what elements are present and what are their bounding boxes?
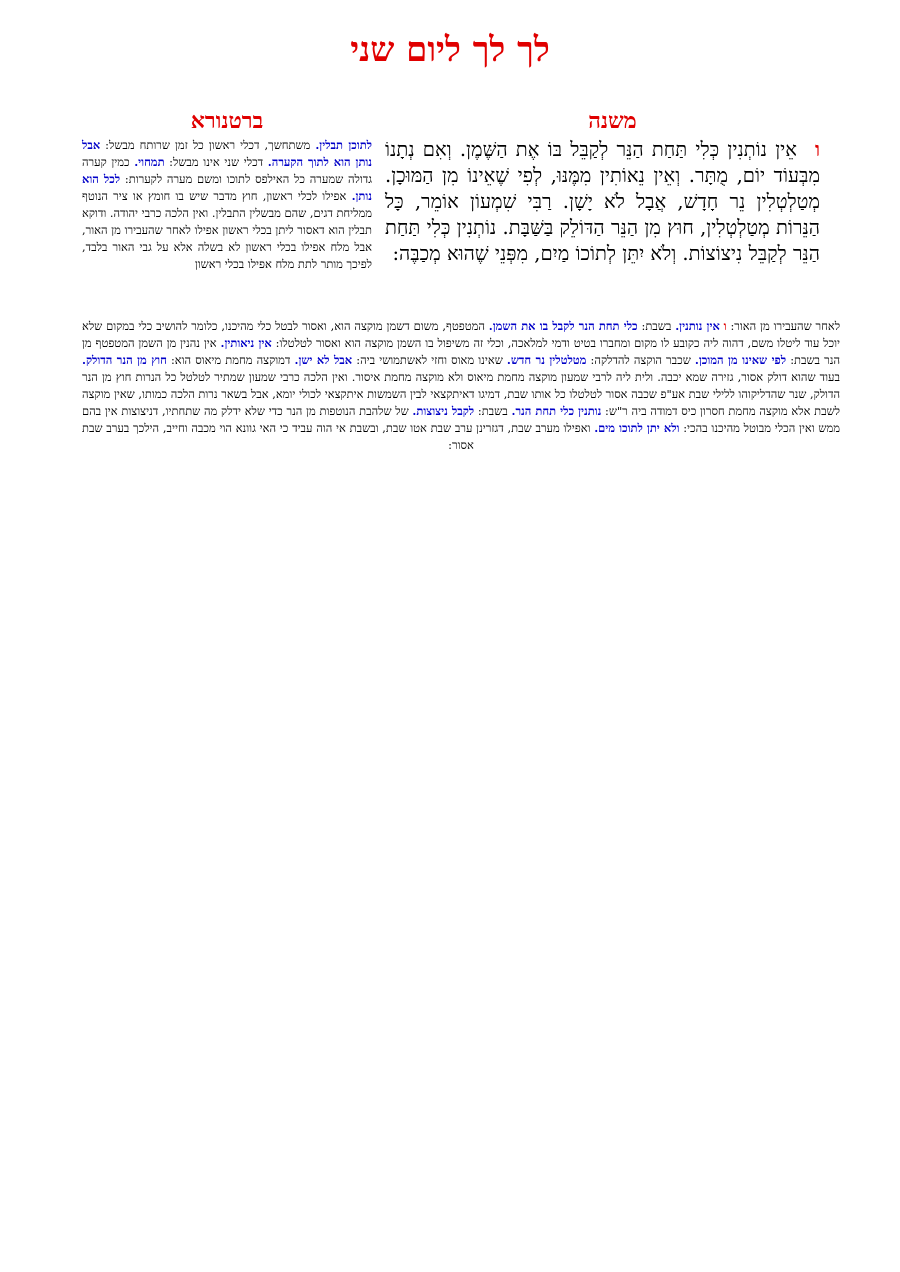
dibbur-hamatchil: ולא יתן לתוכו מים. [594, 421, 680, 435]
commentary-text: שכבר הוקצה להדלקה: [586, 353, 695, 367]
mishna-text-block [385, 137, 820, 267]
dibbur-hamatchil: אין נותנין. [675, 319, 720, 333]
commentary-text: לאחר שהעבירו מן האור: [726, 319, 841, 333]
dibbur-hamatchil: אבל נותן הוא לתוך הקערה. [82, 138, 373, 169]
dibbur-hamatchil: כלי תחת הנר לקבל בו את השמן. [488, 319, 638, 333]
commentary-text: כמין קערה גדולה שמערה כל האילפס לתוכו ומשם מערה לקערות: [82, 155, 372, 186]
mishna-heading: משנה [588, 108, 637, 134]
bartenura-full-width [82, 318, 840, 454]
dibbur-hamatchil: מטלטלין נר חדש. [506, 353, 587, 367]
dibbur-hamatchil: לכל הוא נותן. [82, 172, 372, 203]
commentary-text: המטפטף, משום דשמן מוקצה הוא, ואסור לבטל כלי מהיכנו, כלומר להושיב כלי במקום שלא יוכל עוד ליטלו משם, דהוה ליה כקובע לו מקום ומחברו בטיט ודמי למלאכה, וכלי זה משיפול בו השמן מוקצה הוא ואסור לטלטלו: [82, 319, 840, 350]
commentary-text: שאינו מאוס וחזי לאשתמושי ביה: [352, 353, 507, 367]
commentary-text: בשבת: [637, 319, 676, 333]
commentary-text: דמוקצה מחמת מיאוס הוא: [166, 353, 295, 367]
dibbur-hamatchil: לקבל ניצוצות. [412, 404, 475, 418]
commentary-text: משתחשך, דכלי ראשון כל זמן שרותח מבשל: [100, 138, 316, 152]
dibbur-hamatchil: אבל לא ישן. [294, 353, 353, 367]
commentary-text: ואפילו מערב שבת, דגזרינן ערב שבת אטו שבת, ובשבת אי הוה עביד כי האי גוונא הוי מכבה וחייב, הילכך בערב שבת אסור: [82, 421, 595, 452]
dibbur-hamatchil: אין ניאותין. [220, 336, 272, 350]
bartenura-side-column [82, 137, 372, 273]
mishna-number: ו [815, 138, 820, 161]
dibbur-hamatchil: נותנין כלי תחת הנר. [511, 404, 602, 418]
dibbur-hamatchil: חוץ מן הנר הדולק. [82, 353, 167, 367]
dibbur-hamatchil: לתוכן תבלין. [315, 138, 373, 152]
commentary-text: של שלהבת הנוטפות מן הנר כדי שלא ידלק מה שתחתיו, דניצוצות אין בהם ממש ואין הכלי מבוטל מהיכנו בהכי: [82, 404, 840, 435]
dibbur-hamatchil: תמחוי. [134, 155, 165, 169]
mishna-text: אֵין נוֹתְנִין כְּלִי תַּחַת הַנֵּר לְקַבֵּל בּוֹ אֶת הַשֶּׁמֶן. וְאִם נְתָנוֹ מִבְּעוֹד יוֹם, מֻתָּר. וְאֵין נֵאוֹתִין מִמֶּנּוּ, לְפִי שֶׁאֵינוֹ מִן הַמּוּכָן. מְטַלְטְלִין נֵר חָדָשׁ, אֲבָל לֹא יָשָׁן. רַבִּי שִׁמְעוֹן אוֹמֵר, כָּל הַנֵּרוֹת מְטַלְטְלִין, חוּץ מִן הַנֵּר הַדּוֹלֵק בַּשַּׁבָּת. נוֹתְנִין כְּלִי תַּחַת הַנֵּר לְקַבֵּל נִיצוֹצוֹת. וְלֹא יִתֵּן לְתוֹכוֹ מַיִם, מִפְּנֵי שֶׁהוּא מְכַבֶּה: [385, 138, 820, 265]
commentary-text: אין נהנין מן השמן המטפטף מן הנר בשבת: [82, 336, 841, 367]
bartenura-heading: ברטנורא [190, 108, 264, 134]
page-title: לך לך ליום שני [350, 30, 550, 70]
commentary-text: אפילו לכלי ראשון, חוץ מדבר שיש בו חומץ או ציר הנוטף ממליחת דגים, שהם מבשלין התבלין. ואין הלכה כרבי יהודה. ודוקא תבלין הוא דאסור ליתן בכלי ראשון אפילו לאחר שהעבירו מן האור, אבל מלח אפילו בכלי ראשון לא בשלה אלא על גבי האור בלבד, לפיכך מותר לתת מלח אפילו בכלי ראשון [82, 189, 372, 271]
dibbur-hamatchil: לפי שאינו מן המוכן. [694, 353, 787, 367]
commentary-text: בשבת: [474, 404, 512, 418]
commentary-text: דכלי שני אינו מבשל: [164, 155, 268, 169]
mishna-number-marker: ו [723, 319, 727, 333]
commentary-text: בעוד שהוא דולק אסור, גזירה שמא יכבה. ולית ליה לרבי שמעון מוקצה מחמת מיאוס ולא מוקצה מחמת איסור. ואין הלכה כרבי שמעון שמתיר לטלטל כל הנרות חוץ מן הנר הדולק, שנר שהדליקוהו ללילי שבת אע"פ שכבה אסור לטלטלו כל אותו שבת, דמיגו דאיתקצאי לבין השמשות איתקצאי לכולי יומא, אבל בשאר נרות הלכה כמותו, שאין מוקצה לשבת אלא מוקצה מחמת חסרון כיס דמודה ביה ר"ש: [82, 370, 840, 418]
